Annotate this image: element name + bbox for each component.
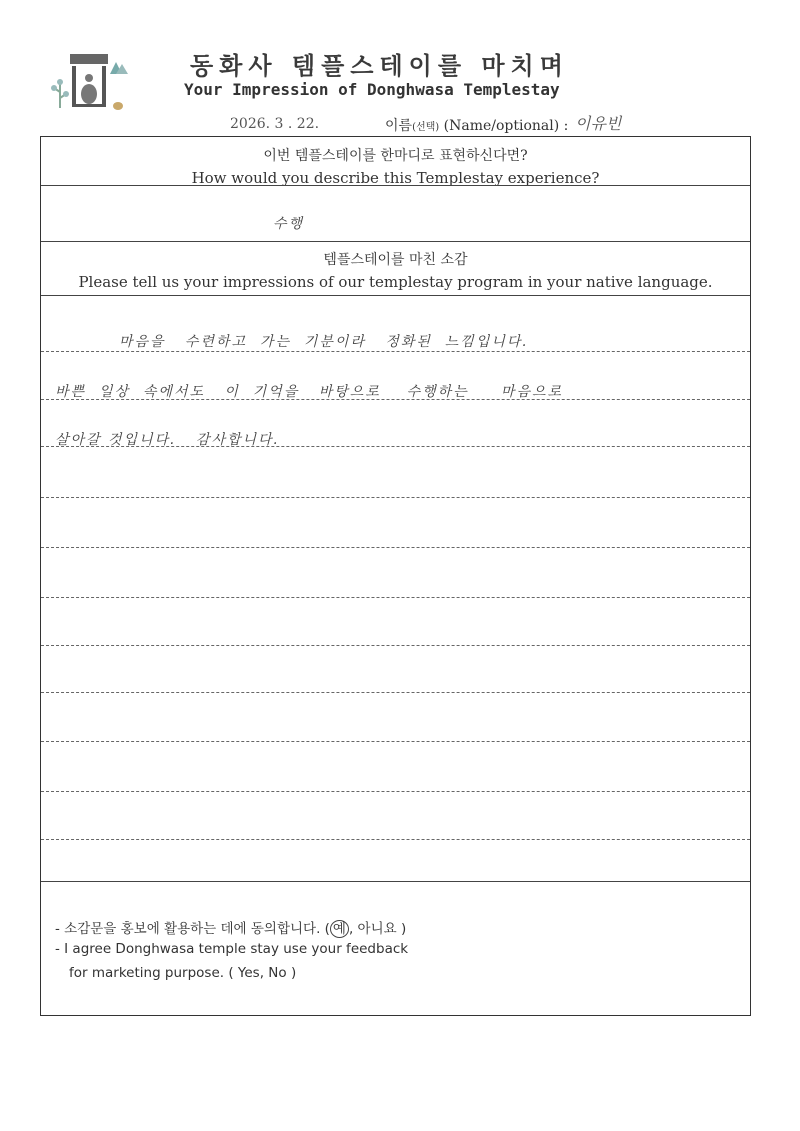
date-value: 2026. 3 . 22. — [230, 116, 320, 132]
impression-line-2: 바쁜 일상 속에서도 이 기억을 바탕으로 수행하는 마음으로 — [55, 384, 564, 400]
writing-line — [41, 399, 750, 400]
title-english: Your Impression of Donghwasa Templestay — [184, 80, 560, 99]
writing-line — [41, 645, 750, 646]
divider — [41, 881, 750, 882]
name-label-optional: (선택) — [412, 122, 440, 133]
impression-line-1: 마음을 수련하고 가는 기분이라 정화된 느낌입니다. — [119, 334, 529, 350]
writing-line — [41, 692, 750, 693]
consent-ko-prefix: - 소감문을 홍보에 활용하는 데에 동의합니다. ( — [55, 921, 330, 937]
question1-answer: 수행 — [273, 216, 305, 232]
name-label-ko: 이름 — [385, 118, 413, 134]
divider — [41, 241, 750, 242]
title-korean: 동화사 템플스테이를 마치며 — [190, 52, 569, 80]
divider — [41, 295, 750, 296]
writing-line — [41, 791, 750, 792]
writing-line — [41, 497, 750, 498]
divider — [41, 185, 750, 186]
consent-ko-suffix: , 아니요 ) — [348, 921, 407, 937]
question2-en: Please tell us your impressions of our templestay program in your native language. — [78, 273, 713, 291]
question2-ko: 템플스테이를 마친 소감 — [323, 252, 468, 268]
impression-line-3: 살아갈 것입니다. 감사합니다. — [55, 432, 280, 448]
temple-logo — [50, 52, 132, 120]
writing-line — [41, 351, 750, 352]
writing-line — [41, 547, 750, 548]
writing-line — [41, 597, 750, 598]
consent-en-line1: - I agree Donghwasa temple stay use your feedback — [55, 941, 409, 957]
writing-line — [41, 446, 750, 447]
name-label-en: (Name/optional) : — [443, 118, 569, 134]
writing-line — [41, 741, 750, 742]
feedback-form — [40, 136, 751, 1016]
consent-yes-circled: 예 — [330, 920, 349, 938]
writing-line — [41, 839, 750, 840]
question1-ko: 이번 템플스테이를 한마디로 표현하신다면? — [263, 148, 528, 164]
name-value: 이유빈 — [575, 114, 622, 133]
consent-ko — [55, 917, 406, 937]
question1-en: How would you describe this Templestay experience? — [191, 169, 600, 187]
consent-en-line2: for marketing purpose. ( Yes, No ) — [69, 965, 297, 981]
name-label — [385, 115, 568, 135]
